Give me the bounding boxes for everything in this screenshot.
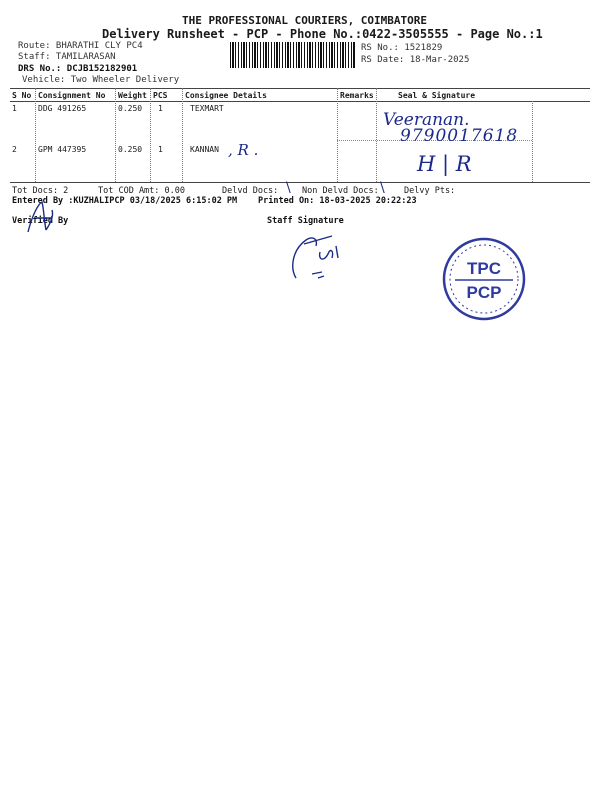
entered-by: Entered By :KUZHALIPCP 03/18/2025 6:15:02 PM — [12, 196, 238, 206]
tick-mark-icon: \ — [286, 180, 291, 196]
verified-by-label: Verified By — [12, 216, 69, 226]
staff-label: Staff: TAMILARASAN — [18, 52, 116, 62]
verifier-signature-icon — [22, 196, 62, 238]
col-divider — [115, 88, 116, 182]
col-divider — [376, 88, 377, 182]
table-bottom-rule — [10, 182, 590, 183]
column-header: Remarks — [340, 91, 374, 100]
total-cod: Tot COD Amt: 0.00 — [98, 186, 185, 196]
tick-mark-icon: \ — [380, 180, 385, 196]
stamp-top-text: TPC — [467, 259, 501, 278]
col-divider — [182, 88, 183, 182]
stamp-bottom-text: PCP — [466, 283, 502, 302]
table-top-rule — [10, 88, 590, 89]
row-sno: 1 — [12, 104, 17, 113]
delivered-docs: Delvd Docs: — [222, 186, 279, 196]
stamp-inner-ring — [450, 245, 518, 313]
row-consignment: DDG 491265 — [38, 104, 87, 113]
company-stamp-icon — [441, 236, 527, 322]
rs-number: RS No.: 1521829 — [361, 43, 443, 53]
company-name: THE PROFESSIONAL COURIERS, COIMBATORE — [182, 14, 428, 27]
col-divider — [35, 88, 36, 182]
row-sno: 2 — [12, 145, 17, 154]
handwritten-receiver-name: Veeranan. — [383, 110, 470, 130]
row-pcs: 1 — [158, 104, 163, 113]
staff-signature-label: Staff Signature — [267, 216, 344, 226]
delivery-points: Delvy Pts: — [404, 186, 456, 196]
runsheet-title: Delivery Runsheet - PCP - Phone No.:0422-3505555 - Page No.:1 — [102, 27, 543, 41]
row-weight: 0.250 — [118, 104, 143, 113]
column-header: PCS — [153, 91, 168, 100]
vehicle-label: Vehicle: Two Wheeler Delivery — [22, 75, 180, 85]
handwritten-mark: H | R — [417, 152, 472, 176]
col-divider — [150, 88, 151, 182]
non-delivered-docs: Non Delvd Docs: — [302, 186, 379, 196]
drs-value: DCJB152182901 — [66, 64, 138, 74]
column-header: Consignee Details — [185, 91, 267, 100]
drs-number — [18, 64, 137, 74]
printed-on: Printed On: 18-03-2025 20:22:23 — [258, 196, 417, 206]
handwritten-phone-number: 9790017618 — [400, 126, 519, 146]
column-header: S No — [12, 91, 32, 100]
table-header-rule — [10, 101, 590, 102]
row-weight: 0.250 — [118, 145, 143, 154]
row-pcs: 1 — [158, 145, 163, 154]
rs-date: RS Date: 18-Mar-2025 — [361, 55, 470, 65]
row-consignment: GPM 447395 — [38, 145, 87, 154]
total-docs: Tot Docs: 2 — [12, 186, 69, 196]
col-divider — [337, 88, 338, 182]
column-header: Seal & Signature — [398, 91, 476, 100]
row-consignee: KANNAN — [190, 145, 219, 154]
staff-signature-icon — [282, 228, 352, 284]
column-header: Weight — [118, 91, 147, 100]
handwritten-initial: , R . — [228, 141, 259, 159]
barcode-image — [230, 42, 356, 68]
column-header: Consignment No — [38, 91, 106, 100]
row-consignee: TEXMART — [190, 104, 224, 113]
stamp-outer-ring — [444, 239, 524, 319]
drs-label: DRS No.: — [18, 64, 62, 74]
route-label: Route: BHARATHI CLY PC4 — [18, 41, 143, 51]
col-divider — [532, 101, 533, 182]
